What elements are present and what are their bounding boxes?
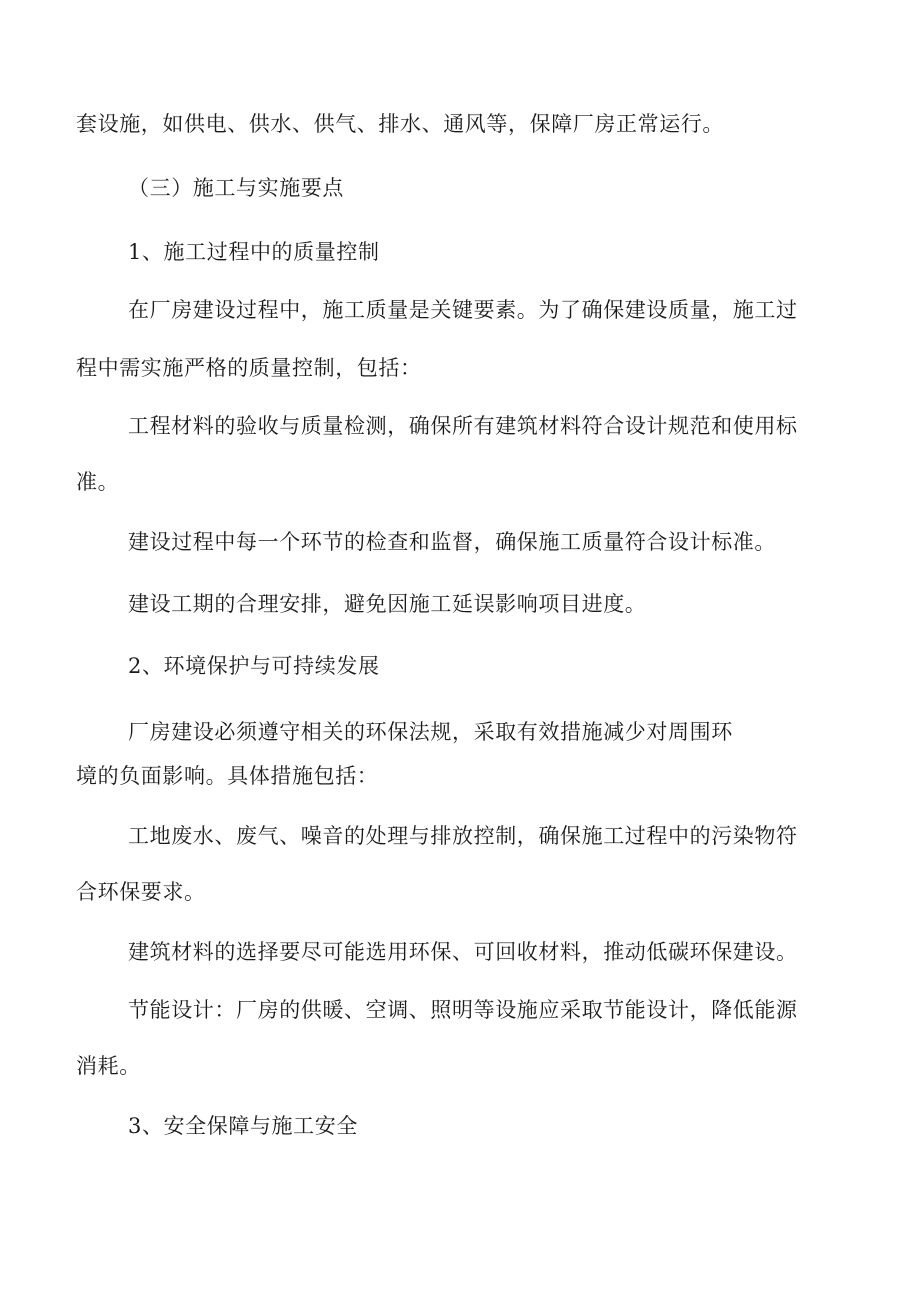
paragraph-line: 建筑材料的选择要尽可能选用环保、可回收材料，推动低碳环保建设。 (128, 940, 798, 964)
paragraph-line: 建设过程中每一个环节的检查和监督，确保施工质量符合设计标准。 (128, 530, 776, 554)
subsection-heading: 3、安全保障与施工安全 (128, 1114, 358, 1138)
paragraph-line: 消耗。 (76, 1054, 141, 1078)
paragraph-line: 工程材料的验收与质量检测，确保所有建筑材料符合设计规范和使用标 (128, 414, 798, 438)
paragraph-line: 节能设计：厂房的供暖、空调、照明等设施应采取节能设计，降低能源 (128, 998, 798, 1022)
paragraph-line: 套设施，如供电、供水、供气、排水、通风等，保障厂房正常运行。 (76, 112, 724, 136)
paragraph-line: 工地废水、废气、噪音的处理与排放控制，确保施工过程中的污染物符 (128, 824, 798, 848)
paragraph-line: 境的负面影响。具体措施包括： (76, 764, 379, 788)
paragraph-line: 在厂房建设过程中，施工质量是关键要素。为了确保建设质量，施工过 (128, 298, 798, 322)
paragraph-line: 建设工期的合理安排，避免因施工延误影响项目进度。 (128, 592, 647, 616)
subsection-heading: 1、施工过程中的质量控制 (128, 240, 380, 264)
paragraph-line: 合环保要求。 (76, 880, 206, 904)
paragraph-line: 程中需实施严格的质量控制，包括： (76, 356, 422, 380)
paragraph-line: 准。 (76, 470, 120, 494)
subsection-heading: 2、环境保护与可持续发展 (128, 654, 380, 678)
paragraph-line: 厂房建设必须遵守相关的环保法规，采取有效措施减少对周围环 (128, 720, 733, 744)
section-heading: （三）施工与实施要点 (128, 176, 344, 200)
